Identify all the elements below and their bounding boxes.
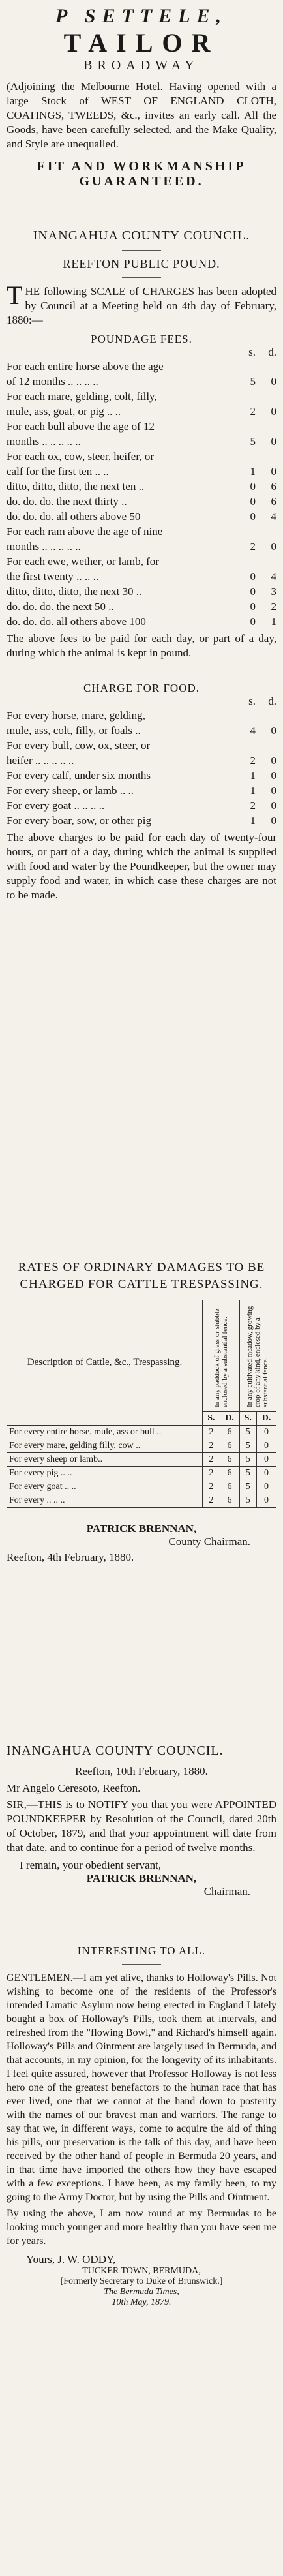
damages-signer-title: County Chairman. — [168, 1535, 250, 1548]
fee-pence — [256, 419, 276, 434]
tailor-slogan-2: GUARANTEED. — [79, 174, 204, 189]
fee-row — [7, 539, 276, 554]
fee-description: of 12 months .. .. .. .. — [7, 375, 98, 388]
fee-row — [7, 479, 276, 494]
fee-shillings — [235, 554, 256, 569]
fee-shillings: 5 — [250, 435, 256, 448]
fee-pence: 0 — [271, 435, 276, 448]
fee-description: do. do. do. all others above 100 — [7, 615, 146, 628]
fee-pence — [256, 554, 276, 569]
damage-description: For every mare, gelding filly, cow .. — [7, 1439, 203, 1453]
fee-description: do. do. do. the next thirty .. — [7, 495, 127, 508]
table-row — [7, 1426, 276, 1439]
fee-row — [7, 599, 276, 614]
fee-row — [7, 813, 276, 828]
fee-description: do. do. do. the next 50 .. — [7, 600, 114, 613]
cultivated-pence: 0 — [257, 1439, 276, 1453]
table-row — [7, 1453, 276, 1467]
pound-intro-text: HE following SCALE of CHARGES has been adopted by Council at a Meeting held on 4th day of February, 1880:— — [7, 285, 276, 326]
fee-row — [7, 768, 276, 783]
cultivated-shillings: 5 — [239, 1426, 257, 1439]
pound-intro — [7, 281, 276, 328]
fee-description: For every sheep, or lamb .. .. — [7, 784, 134, 797]
damage-description: For every sheep or lamb.. — [7, 1453, 203, 1467]
fee-pence: 0 — [271, 754, 276, 767]
testimonial-body: GENTLEMEN.—I am yet alive, thanks to Holloway's Pills. Not wishing to become one of the residents of the Professor's intended Lunatic Asylum now being erected in England I lately bought a box of Holloway's Pills, took them at intervals, and refreshed from the "flowing Bowl," and Richard's himself again. Holloway's Pills and Ointment are largely used in Bermuda, and that accounts, in my opinion, for the longevity of its inhabitants. I feel quite assured, however that Professor Holloway is not less hero one of the greatest benefactors to the human race that has ever lived, one that we cannot at the hand down to posterity with the names of our bravest man and warriors. The range to say that we, in different ways, come to acquire the aid of thing his pills, our preservation is the talk of this day, and have been received by the other hand of people in Bermuda 20 years, and in that time have imported the others how they have escaped with a few exceptions. I have been, as my family been, to my going to the Army Doctor, but by using the Pills and Ointment. — [7, 1972, 276, 2203]
fee-pence: 0 — [271, 769, 276, 782]
sub-d: D. — [220, 1412, 239, 1426]
fee-description: For every calf, under six months — [7, 769, 151, 782]
sub-s: S. — [203, 1412, 220, 1426]
fee-pence: 4 — [271, 570, 276, 583]
fee-row — [7, 389, 276, 404]
fee-description: For each mare, gelding, colt, filly, — [7, 390, 157, 403]
fee-row — [7, 374, 276, 389]
fee-row — [7, 359, 276, 374]
fee-shillings — [235, 419, 256, 434]
fee-row — [7, 494, 276, 509]
fee-row — [7, 554, 276, 569]
divider — [122, 250, 161, 251]
fee-description: do. do. do. all others above 50 — [7, 510, 141, 523]
drop-cap: T — [7, 281, 23, 310]
fees-column-header — [7, 346, 276, 359]
fee-row — [7, 738, 276, 753]
fee-pence — [256, 359, 276, 374]
fees-heading: POUNDAGE FEES. — [91, 333, 192, 345]
cultivated-shillings: 5 — [239, 1494, 257, 1508]
fee-description: For every bull, cow, ox, steer, or — [7, 739, 151, 752]
damage-description: For every goat .. .. — [7, 1480, 203, 1494]
testimonial-date: 10th May, 1879. — [112, 2297, 171, 2307]
pound-title: REEFTON PUBLIC POUND. — [63, 257, 220, 270]
testimonial-heading: INTERESTING TO ALL. — [77, 1944, 206, 1957]
fee-description: months .. .. .. .. .. — [7, 435, 81, 448]
fee-row — [7, 524, 276, 539]
damage-description: For every pig .. .. — [7, 1467, 203, 1480]
col-paddock: In any paddock of grass or stubble enclosed by a substantial fence. — [203, 1300, 239, 1412]
fee-row — [7, 783, 276, 798]
cultivated-pence: 0 — [257, 1453, 276, 1467]
fee-description: heifer .. .. .. .. .. — [7, 754, 74, 767]
fee-row — [7, 419, 276, 434]
divider — [122, 277, 161, 278]
fee-shillings: 0 — [250, 585, 256, 598]
fee-row — [7, 449, 276, 464]
fee-shillings — [235, 389, 256, 404]
cultivated-pence: 0 — [257, 1480, 276, 1494]
cultivated-shillings: 5 — [239, 1453, 257, 1467]
fee-shillings: 0 — [250, 570, 256, 583]
fee-pence — [256, 524, 276, 539]
paddock-pence: 6 — [220, 1439, 239, 1453]
fee-row — [7, 464, 276, 479]
testimonial-addr-3: The Bermuda Times, — [104, 2287, 179, 2297]
tailor-name: P SETTELE, — [55, 5, 228, 27]
paddock-shillings: 2 — [203, 1494, 220, 1508]
fee-description: For every horse, mare, gelding, — [7, 709, 145, 722]
fee-description: For every boar, sow, or other pig — [7, 814, 151, 827]
fee-pence — [256, 708, 276, 723]
fee-pence: 0 — [271, 784, 276, 797]
fee-row — [7, 434, 276, 449]
appointment-signer-title: Chairman. — [203, 1885, 250, 1897]
damage-description: For every entire horse, mule, ass or bull .. — [7, 1426, 203, 1439]
fee-shillings — [235, 524, 256, 539]
food-column-header — [7, 695, 276, 708]
fee-pence — [256, 389, 276, 404]
fee-pence: 4 — [271, 510, 276, 523]
fees-note: The above fees to be paid for each day, or part of a day, during which the animal is kept in pound. — [7, 632, 276, 659]
fee-description: For each ox, cow, steer, heifer, or — [7, 450, 154, 463]
paddock-pence: 6 — [220, 1467, 239, 1480]
fee-description: the first twenty .. .. .. — [7, 570, 99, 583]
fee-description: ditto, ditto, ditto, the next ten .. — [7, 480, 145, 493]
divider — [122, 1964, 161, 1965]
tailor-street: BROADWAY — [83, 58, 200, 72]
fee-description: For each ewe, wether, or lamb, for — [7, 555, 159, 568]
fee-row — [7, 723, 276, 738]
fee-pence — [256, 738, 276, 753]
pound-notice — [7, 228, 276, 902]
pound-council: INANGAHUA COUNTY COUNCIL. — [33, 228, 250, 243]
col-description: Description of Cattle, &c., Trespassing. — [7, 1300, 203, 1426]
testimonial-addr-1: TUCKER TOWN, BERMUDA, — [82, 2266, 201, 2276]
newspaper-page — [7, 0, 276, 2576]
appointment-dateline: Reefton, 10th February, 1880. — [75, 1765, 208, 1777]
fee-shillings: 1 — [250, 814, 256, 827]
fee-shillings: 1 — [250, 465, 256, 478]
col-d: d. — [268, 695, 276, 707]
tailor-trade: TAILOR — [63, 28, 220, 57]
damages-dateline: Reefton, 4th February, 1880. — [7, 1551, 134, 1563]
col-s: s. — [248, 695, 256, 707]
appointment-notice — [7, 1743, 276, 1898]
fee-description: For each ram above the age of nine — [7, 525, 163, 538]
fee-shillings: 0 — [250, 510, 256, 523]
col-s: s. — [248, 346, 256, 358]
tailor-slogan-1: FIT AND WORKMANSHIP — [37, 159, 246, 174]
fee-row — [7, 404, 276, 419]
damage-description: For every .. .. .. — [7, 1494, 203, 1508]
fee-shillings: 2 — [250, 799, 256, 812]
food-note: The above charges to be paid for each day of twenty-four hours, or part of a day, during which the animal is supplied with food and water by the Poundkeeper, but the owner may supply food and water, in which case these charges are not to be made. — [7, 831, 276, 901]
fees-list — [7, 359, 276, 629]
fee-description: months .. .. .. .. .. — [7, 540, 81, 553]
testimonial — [7, 1944, 276, 2308]
fee-pence: 0 — [271, 724, 276, 737]
fee-row — [7, 708, 276, 723]
fee-description: calf for the first ten .. .. — [7, 465, 109, 478]
fee-description: mule, ass, goat, or pig .. .. — [7, 405, 121, 418]
cultivated-pence: 0 — [257, 1426, 276, 1439]
table-row — [7, 1480, 276, 1494]
fee-row — [7, 614, 276, 629]
fee-row — [7, 584, 276, 599]
fee-description: For every goat .. .. .. .. — [7, 799, 105, 812]
appointment-council: INANGAHUA COUNTY COUNCIL. — [7, 1743, 224, 1758]
paddock-shillings: 2 — [203, 1453, 220, 1467]
fee-pence: 1 — [271, 615, 276, 628]
fee-row — [7, 753, 276, 768]
paddock-pence: 6 — [220, 1480, 239, 1494]
fee-shillings: 0 — [250, 480, 256, 493]
damages-section — [7, 1259, 276, 1564]
fee-shillings — [235, 359, 256, 374]
sub-d: D. — [257, 1412, 276, 1426]
fee-pence: 2 — [271, 600, 276, 613]
fee-description: mule, ass, colt, filly, or foals .. — [7, 724, 141, 737]
cultivated-pence: 0 — [257, 1494, 276, 1508]
fee-shillings: 2 — [250, 405, 256, 418]
fee-row — [7, 509, 276, 524]
fee-shillings — [235, 449, 256, 464]
paddock-pence: 6 — [220, 1426, 239, 1439]
appointment-signer: PATRICK BRENNAN, — [86, 1872, 197, 1884]
appointment-to: Mr Angelo Ceresoto, Reefton. — [7, 1782, 141, 1794]
paddock-shillings: 2 — [203, 1480, 220, 1494]
table-row — [7, 1494, 276, 1508]
food-list — [7, 708, 276, 828]
paddock-shillings: 2 — [203, 1467, 220, 1480]
fee-shillings: 4 — [250, 724, 256, 737]
cultivated-pence: 0 — [257, 1467, 276, 1480]
cultivated-shillings: 5 — [239, 1467, 257, 1480]
paddock-pence: 6 — [220, 1453, 239, 1467]
cultivated-shillings: 5 — [239, 1480, 257, 1494]
paddock-pence: 6 — [220, 1494, 239, 1508]
damages-title: RATES OF ORDINARY DAMAGES TO BE CHARGED FOR CATTLE TRESPASSING. — [18, 1261, 265, 1291]
paddock-shillings: 2 — [203, 1426, 220, 1439]
fee-pence: 0 — [271, 799, 276, 812]
fee-row — [7, 798, 276, 813]
testimonial-addr-2: [Formerly Secretary to Duke of Brunswick.] — [60, 2277, 223, 2286]
paddock-shillings: 2 — [203, 1439, 220, 1453]
fee-shillings: 0 — [250, 615, 256, 628]
fee-pence: 0 — [271, 814, 276, 827]
damages-signer: PATRICK BRENNAN, — [86, 1522, 197, 1535]
fee-shillings — [235, 738, 256, 753]
fee-pence: 0 — [271, 465, 276, 478]
fee-shillings: 0 — [250, 600, 256, 613]
fee-pence: 3 — [271, 585, 276, 598]
fee-description: ditto, ditto, ditto, the next 30 .. — [7, 585, 142, 598]
fee-pence: 0 — [271, 405, 276, 418]
cultivated-shillings: 5 — [239, 1439, 257, 1453]
tailor-advertisement — [7, 5, 276, 189]
table-row — [7, 1439, 276, 1453]
appointment-closing: I remain, your obedient servant, — [20, 1859, 162, 1871]
fee-pence: 6 — [271, 495, 276, 508]
fee-pence: 0 — [271, 375, 276, 388]
testimonial-closing: Yours, J. W. ODDY, — [26, 2253, 116, 2265]
fee-description: For each bull above the age of 12 — [7, 420, 155, 433]
fee-pence — [256, 449, 276, 464]
fee-shillings: 1 — [250, 769, 256, 782]
fee-shillings: 2 — [250, 754, 256, 767]
damages-table — [7, 1300, 276, 1508]
appointment-body: SIR,—THIS is to NOTIFY you that you were APPOINTED POUNDKEEPER by Resolution of the Council, dated 20th of October, 1879, and that your appointment will date from that date, and to continue for a period of twelve months. — [7, 1798, 276, 1854]
fee-shillings: 0 — [250, 495, 256, 508]
fee-shillings — [235, 708, 256, 723]
col-d: d. — [268, 346, 276, 358]
sub-s: S. — [239, 1412, 257, 1426]
fee-shillings: 5 — [250, 375, 256, 388]
fee-shillings: 1 — [250, 784, 256, 797]
fee-description: For each entire horse above the age — [7, 360, 164, 373]
col-cultivated: In any cultivated meadow, growing crop of any kind, enclosed by a substantial fence. — [239, 1300, 276, 1412]
food-heading: CHARGE FOR FOOD. — [83, 682, 200, 694]
fee-pence: 0 — [271, 540, 276, 553]
fee-pence: 6 — [271, 480, 276, 493]
table-row — [7, 1467, 276, 1480]
testimonial-body-2: By using the above, I am now round at my Bermudas to be looking much younger and more healthy than you have seen me for years. — [7, 2208, 276, 2246]
fee-row — [7, 569, 276, 584]
tailor-body: (Adjoining the Melbourne Hotel. Having opened with a large Stock of WEST OF ENGLAND CLOTH, COATINGS, TWEEDS, &c., invites an early call. All the Goods, have been carefully selected, and the Make Quality, and Style are unequalled. — [7, 80, 276, 150]
fee-shillings: 2 — [250, 540, 256, 553]
